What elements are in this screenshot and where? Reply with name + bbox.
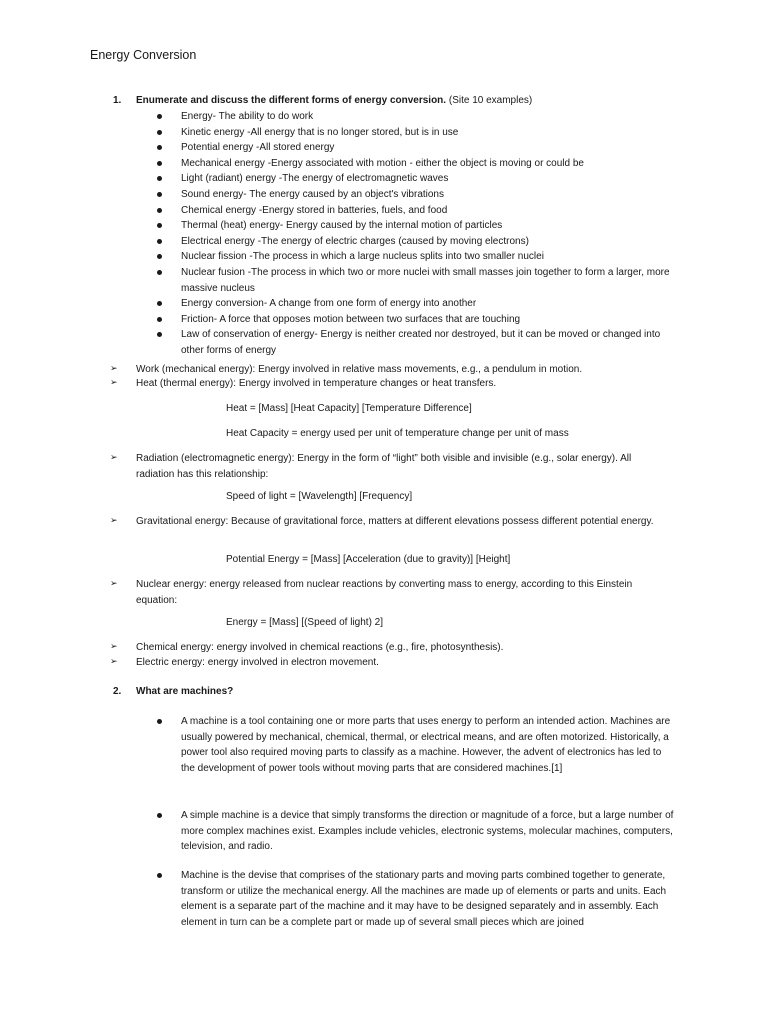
question-1-number: 1. [113,95,122,106]
speed-of-light-formula: Speed of light = [Wavelength] [Frequency] [226,491,413,502]
list-item [0,218,676,234]
list-item-text: Law of conservation of energy- Energy is neither created nor destroyed, but it can be moved or changed into other forms of energy [181,329,661,356]
definitions-list [0,109,768,359]
list-item-text: Kinetic energy -All energy that is no longer stored, but is in use [181,126,459,138]
bullet-icon [157,114,162,119]
bullet-icon [157,239,162,244]
potential-energy-formula: Potential Energy = [Mass] [Acceleration (due to gravity)] [Height] [226,554,511,565]
list-item-text: Friction- A force that opposes motion between two surfaces that are touching [181,313,521,325]
energy-form-text: Chemical energy: energy involved in chemical reactions (e.g., fire, photosynthesis). [136,642,504,653]
list-item [0,171,676,187]
arrow-bullet-icon: ➢ [110,378,118,388]
bullet-icon [157,317,162,322]
list-item [0,187,676,203]
bullet-icon [157,208,162,213]
list-item-text: Electrical energy -The energy of electric charges (caused by moving electrons) [181,235,529,247]
list-item-text: Potential energy -All stored energy [181,142,335,154]
list-item [0,125,676,141]
energy-form-text: Work (mechanical energy): Energy involved in relative mass movements, e.g., a pendulum in motion. [136,364,583,375]
paragraph-text: A simple machine is a device that simply transforms the direction or magnitude of a force, but a large number of more complex machines exist. Examples include vehicles, electronic systems, molecular machines, computers, television, and radio. [181,810,674,853]
energy-form-text: Radiation (electromagnetic energy): Energy in the form of “light” both visible and invisible (e.g., solar energy). All radiation has this relationship: [136,453,632,480]
list-item-text: Energy- The ability to do work [181,111,314,122]
paragraph-text: Machine is the devise that comprises of the stationary parts and moving parts combined together to generate, transform or utilize the mechanical energy. All the machines are made up of elements or parts and units. Each element is a separate part of the machine and it may have to be designed separately and in assembly. Each element in turn can be a complete part or made up of several small pieces which are joined [181,870,667,928]
arrow-bullet-icon: ➢ [110,453,118,463]
bullet-icon [157,145,162,150]
bullet-icon [157,719,162,724]
arrow-bullet-icon: ➢ [110,657,118,667]
energy-form-text: Nuclear energy: energy released from nuclear reactions by converting mass to energy, according to this Einstein equation: [136,579,633,606]
bullet-icon [157,176,162,181]
arrow-bullet-icon: ➢ [110,516,118,526]
list-item [0,265,676,296]
bullet-icon [157,301,162,306]
list-item-text: Nuclear fusion -The process in which two or more nuclei with small masses join together to form a larger, more massive nucleus [181,266,670,294]
bullet-icon [157,130,162,135]
energy-form-text: Gravitational energy: Because of gravitational force, matters at different elevations possess different potential energy. [136,516,654,527]
paragraph-text: A machine is a tool containing one or more parts that uses energy to perform an intended action. Machines are usually powered by mechanical, chemical, thermal, or electrical means, and are often motorized. Historically, a power tool also required moving parts to classify as a machine. However, the advent of electronics has led to the development of power tools without moving parts that are considered machines.[1] [181,716,671,774]
energy-form-text: Heat (thermal energy): Energy involved in temperature changes or heat transfers. [136,378,497,389]
heat-capacity-formula: Heat Capacity = energy used per unit of temperature change per unit of mass [226,428,569,439]
question-1-prompt: Enumerate and discuss the different forms of energy conversion. [136,95,447,106]
question-1-note: (Site 10 examples) [448,95,533,106]
list-item-text: Energy conversion- A change from one form of energy into another [181,298,477,310]
list-item-text: Nuclear fission -The process in which a large nucleus splits into two smaller nuclei [181,251,544,263]
heat-formula: Heat = [Mass] [Heat Capacity] [Temperature Difference] [226,403,472,414]
list-item-text: Thermal (heat) energy- Energy caused by the internal motion of particles [181,220,503,232]
list-item-text: Mechanical energy -Energy associated with motion - either the object is moving or could be [181,157,584,169]
bullet-icon [157,192,162,197]
energy-form-text: Electric energy: energy involved in electron movement. [136,657,379,668]
bullet-icon [157,813,162,818]
list-item-text: Chemical energy -Energy stored in batteries, fuels, and food [181,204,448,216]
bullet-icon [157,161,162,166]
document-title: Energy Conversion [90,48,197,62]
list-item [0,327,676,358]
bullet-icon [157,254,162,259]
bullet-icon [157,270,162,275]
list-item-text: Sound energy- The energy caused by an object's vibrations [181,188,444,200]
list-item [0,249,676,265]
list-item [0,140,676,156]
list-item [0,312,676,328]
list-item [0,156,676,172]
question-2-number: 2. [113,686,122,697]
bullet-icon [157,873,162,878]
list-item [0,109,676,125]
list-item [0,203,676,219]
question-1-text [136,93,532,109]
bullet-icon [157,223,162,228]
question-2-text: What are machines? [136,686,234,697]
list-item [0,234,676,250]
arrow-bullet-icon: ➢ [110,642,118,652]
arrow-bullet-icon: ➢ [110,579,118,589]
list-item [0,296,676,312]
list-item-text: Light (radiant) energy -The energy of electromagnetic waves [181,173,449,185]
arrow-bullet-icon: ➢ [110,364,118,374]
einstein-formula: Energy = [Mass] [(Speed of light) 2] [226,617,384,628]
bullet-icon [157,332,162,337]
